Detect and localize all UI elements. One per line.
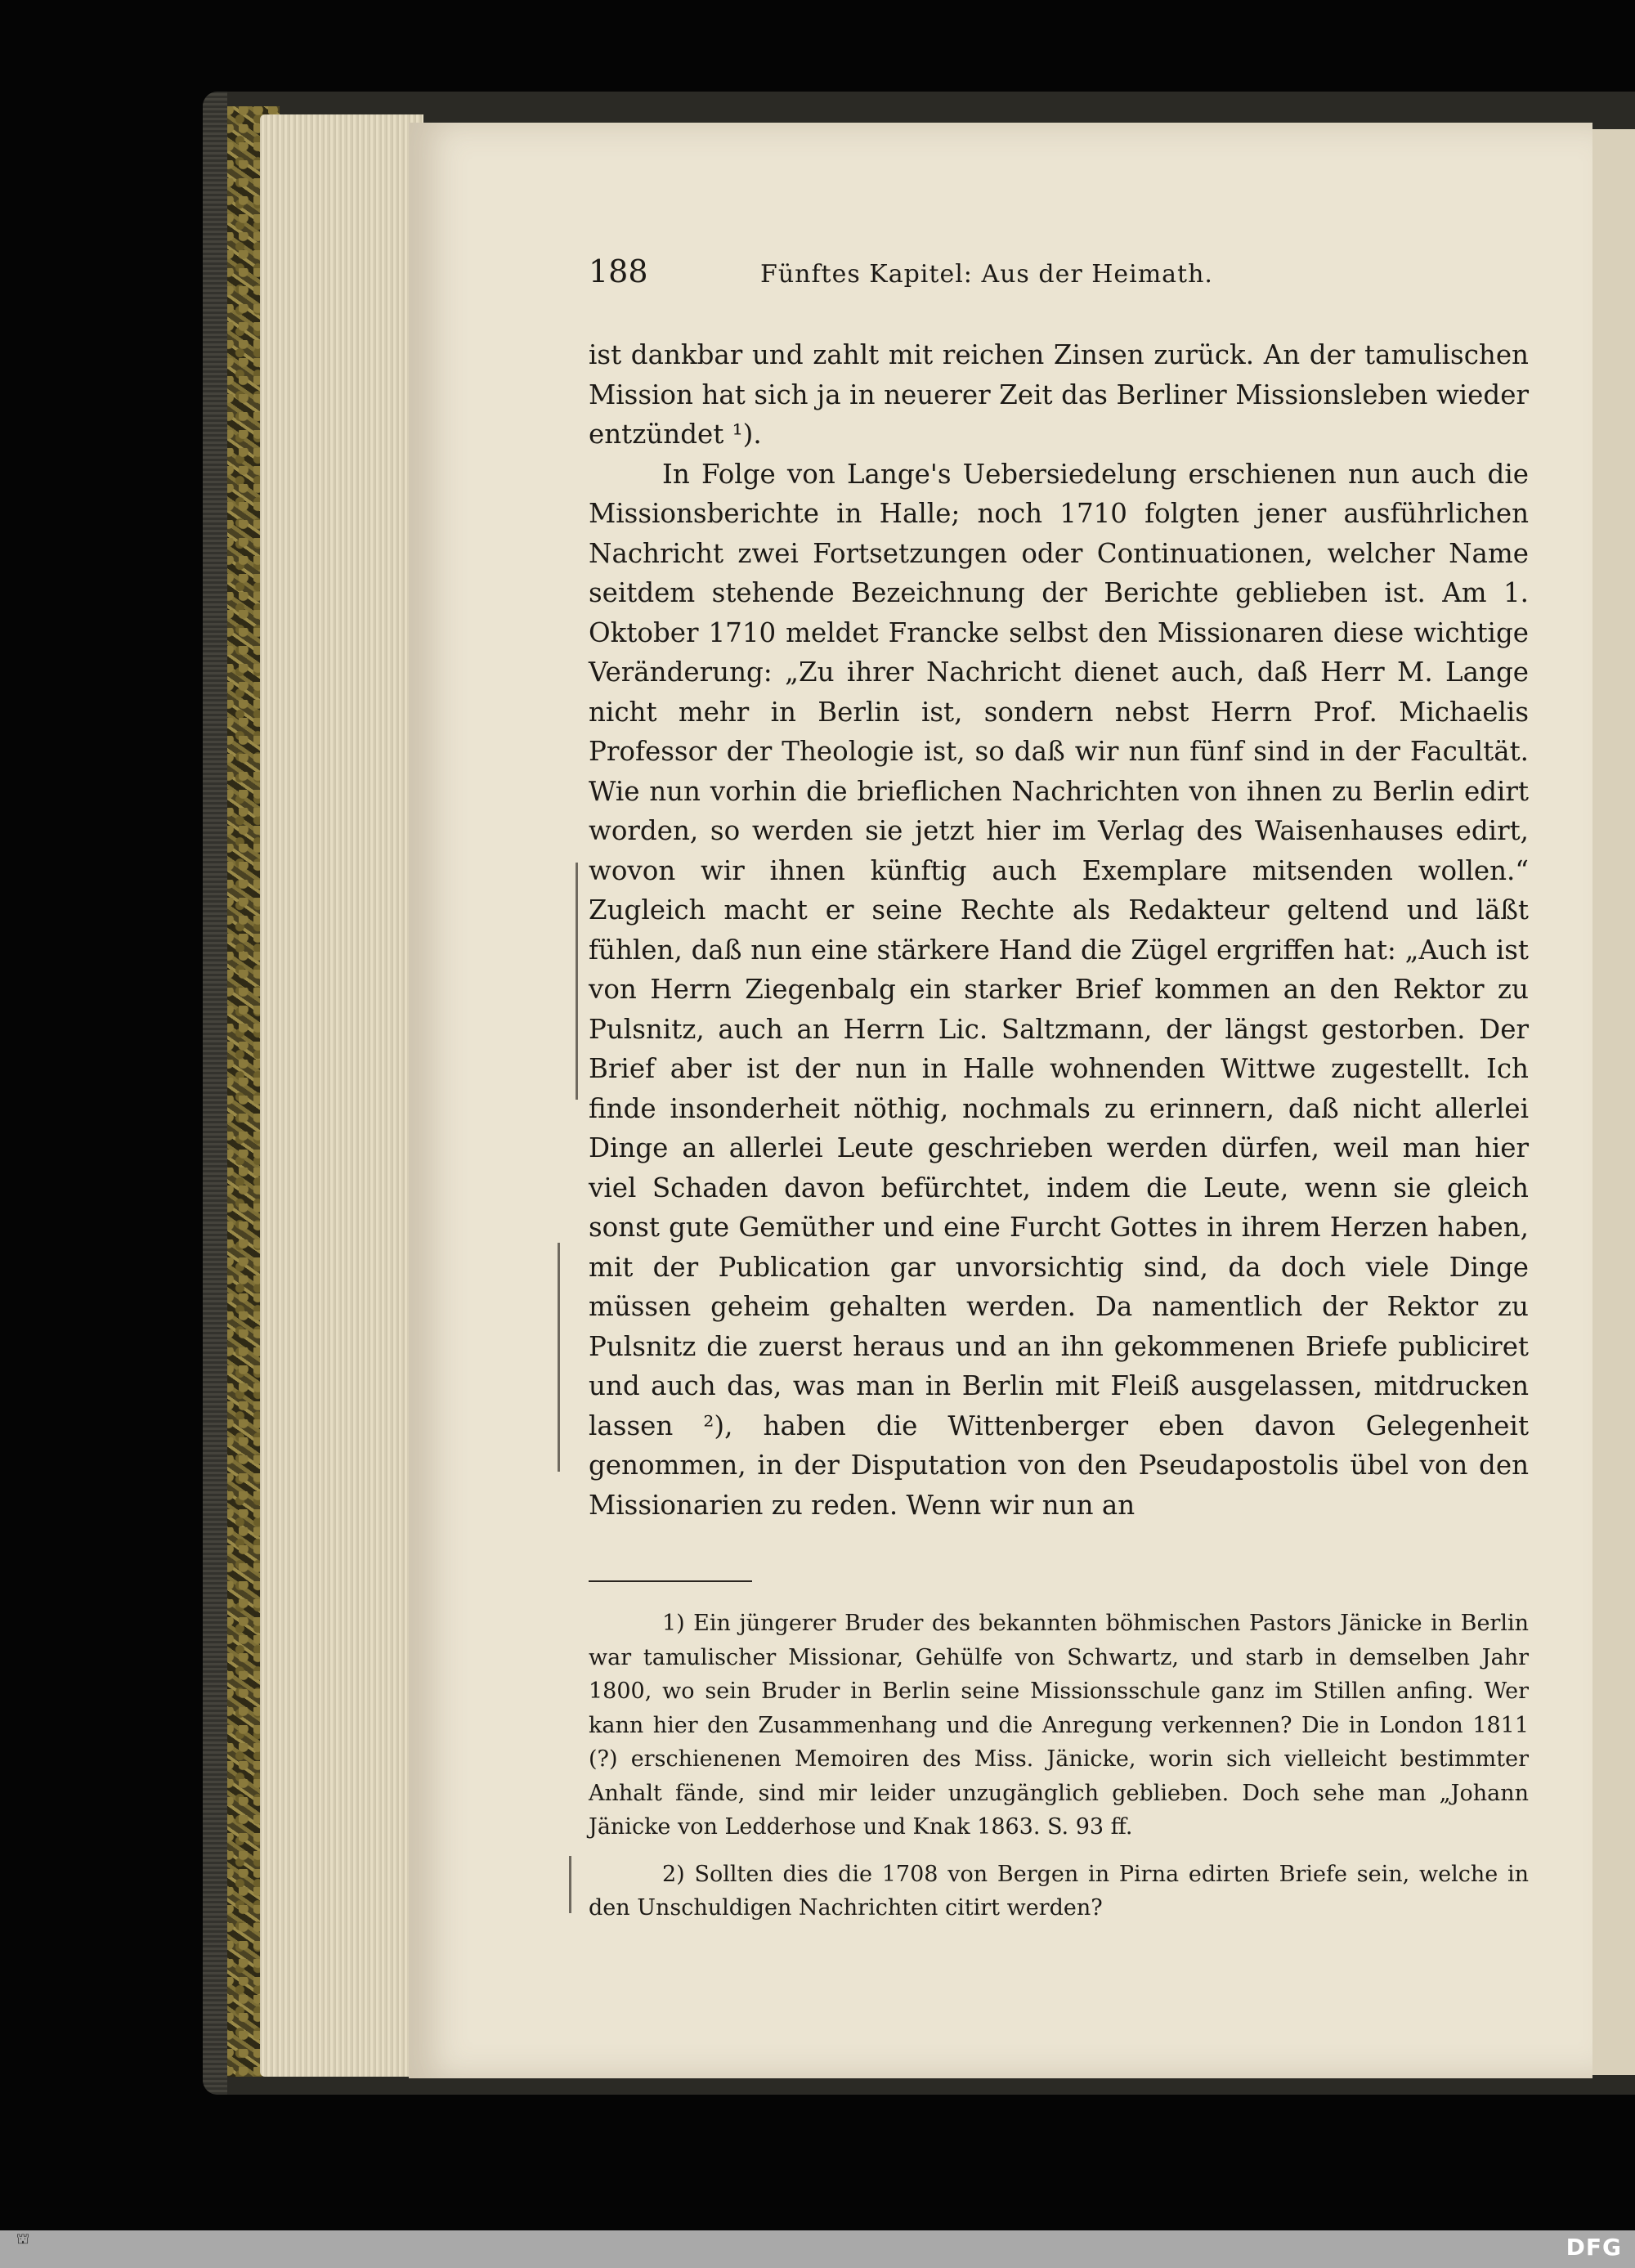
footnotes — [589, 1607, 1529, 1925]
dfg-watermark: DFG — [1566, 2234, 1622, 2261]
pencil-margin-mark — [558, 1243, 560, 1472]
pencil-margin-mark — [569, 1856, 571, 1913]
page-number: 188 — [589, 253, 648, 289]
footnote: 2) Sollten dies die 1708 von Bergen in Pirna edirten Briefe sein, welche in den Unschuldigen Nachrichten citirt werden? — [589, 1861, 1529, 1921]
book-page — [409, 123, 1592, 2078]
footnote: 1) Ein jüngerer Bruder des bekannten böhmischen Pastors Jänicke in Berlin war tamulischer Missionar, Gehülfe von Schwartz, und starb in demselben Jahr 1800, wo sein Bruder in Berlin seine Missionsschule ganz im Stillen anfing. Wer kann hier den Zusammenhang und die Anregung verkennen? Die in London 1811 (?) erschienenen Memoiren des Miss. Jänicke, worin sich vielleicht bestimmter Anhalt fände, sind mir leider unzugänglich geblieben. Doch sehe man „Johann Jänicke von Ledderhose und Knak 1863. S. 93 ff. — [589, 1611, 1529, 1840]
page-edges — [260, 114, 423, 2077]
body-text — [589, 335, 1529, 1525]
library-seal-icon: ⛫ — [16, 2230, 30, 2248]
paragraph: In Folge von Lange's Uebersiedelung erschienen nun auch die Missionsberichte in Halle; noch 1710 folgten jener ausführlichen Nachricht zwei Fortsetzungen oder Continuationen, welcher Name seitdem stehende Bezeichnung der Berichte geblieben ist. Am 1. Oktober 1710 meldet Francke selbst den Missionaren diese wichtige Veränderung: „Zu ihrer Nachricht dienet auch, daß Herr M. Lange nicht mehr in Berlin ist, sondern nebst Herrn Prof. Michaelis Professor der Theologie ist, so daß wir nun fünf sind in der Facultät. Wie nun vorhin die brieflichen Nachrichten von ihnen zu Berlin edirt worden, so werden sie jetzt hier im Verlag des Waisenhauses edirt, wovon wir ihnen künftig auch Exemplare mitsenden wollen.“ Zugleich macht er seine Rechte als Redakteur geltend und läßt fühlen, daß nun eine stärkere Hand die Zügel ergriffen hat: „Auch ist von Herrn Ziegenbalg ein starker Brief kommen an den Rektor zu Pulsnitz, auch an Herrn Lic. Saltzmann, der längst gestorben. Der Brief aber ist der nun in Halle wohnenden Wittwe zugestellt. Ich finde insonderheit nöthig, nochmals zu erinnern, daß nicht allerlei Dinge an allerlei Leute geschrieben werden dürfen, weil man hier viel Schaden davon befürchtet, indem die Leute, wenn sie gleich sonst gute Gemüther und eine Furcht Gottes in ihrem Herzen haben, mit der Publication gar unvorsichtig sind, da doch viele Dinge müssen geheim gehalten werden. Da namentlich der Rektor zu Pulsnitz die zuerst heraus und an ihn gekommenen Briefe publiciret und auch das, was man in Berlin mit Fleiß ausgelassen, mitdrucken lassen ²), haben die Wittenberger eben davon Gelegenheit genommen, in der Disputation von den Pseudapostolis übel von den Missionarien zu reden. Wenn wir nun an — [589, 458, 1529, 1521]
page-header — [589, 253, 1529, 311]
footnote-divider — [589, 1580, 752, 1582]
adjacent-page-edge — [1592, 129, 1635, 2075]
book-spine — [203, 92, 227, 2095]
pencil-margin-mark — [576, 863, 578, 1100]
paragraph: ist dankbar und zahlt mit reichen Zinsen zurück. An der tamulischen Mission hat sich ja in neuerer Zeit das Berliner Missionsleben wieder entzündet ¹). — [589, 339, 1529, 450]
running-head: Fünftes Kapitel: Aus der Heimath. — [760, 260, 1213, 289]
viewer-bottom-bar — [0, 2230, 1635, 2268]
text-block — [589, 253, 1529, 1925]
